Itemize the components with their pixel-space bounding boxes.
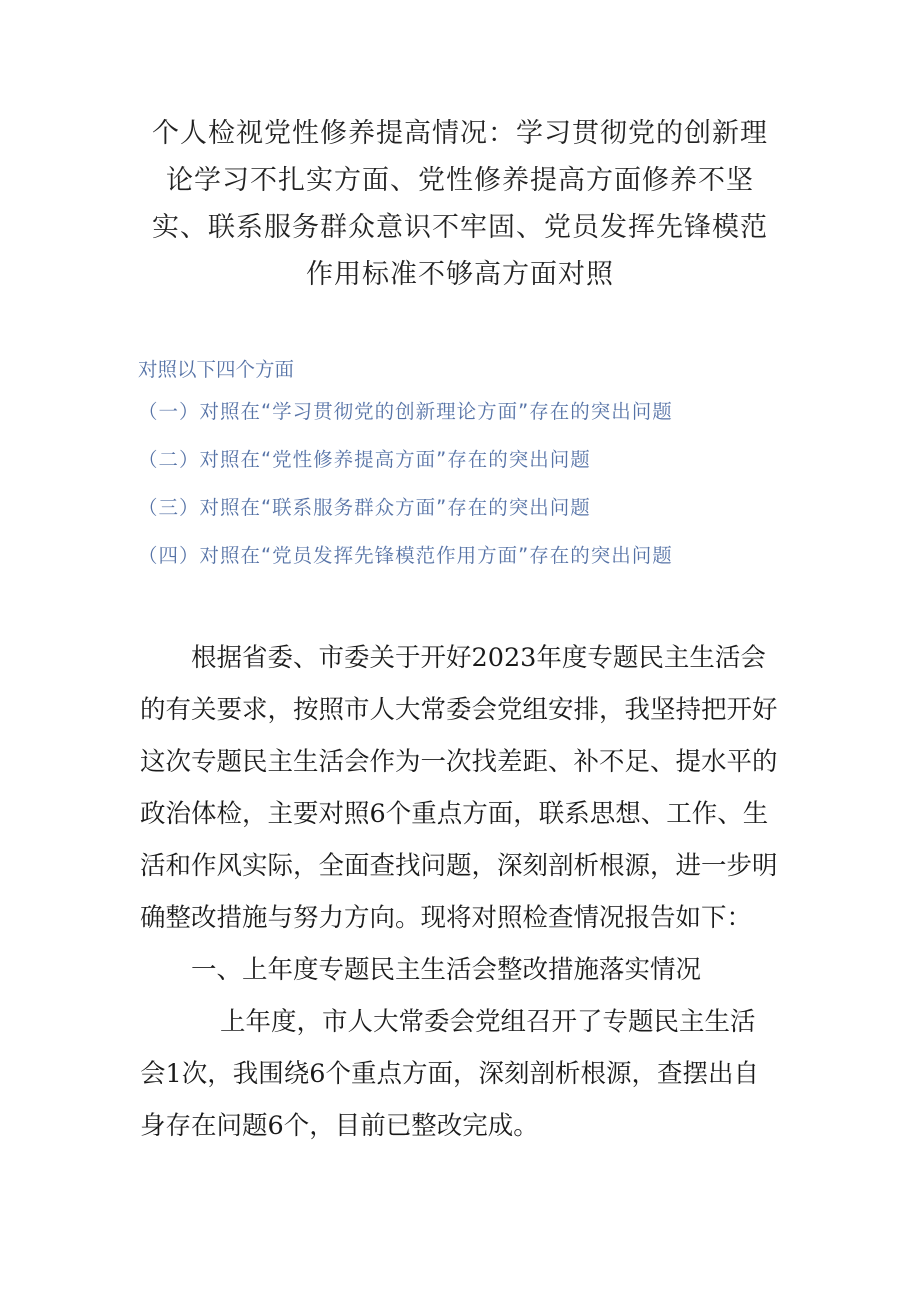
paragraph-line: 根据省委、市委关于开好2023年度专题民主生活会	[191, 643, 766, 673]
intro-paragraph	[140, 632, 785, 944]
paragraph-line: 会1次，我围绕6个重点方面，深刻剖析根源，查摆出自	[140, 1059, 759, 1089]
document-title	[140, 110, 780, 298]
toc-item-4[interactable]: （四）对照在“党员发挥先锋模范作用方面”存在的突出问题	[138, 544, 673, 567]
section-heading: 一、上年度专题民主生活会整改措施落实情况	[191, 955, 702, 985]
paragraph-line: 确整改措施与努力方向。现将对照检查情况报告如下：	[140, 903, 753, 933]
section-paragraph	[140, 996, 785, 1152]
paragraph-line: 这次专题民主生活会作为一次找差距、补不足、提水平的	[140, 747, 778, 777]
paragraph-line: 的有关要求，按照市人大常委会党组安排，我坚持把开好	[140, 695, 778, 725]
paragraph-line: 政治体检，主要对照6个重点方面，联系思想、工作、生	[140, 799, 769, 829]
document-body	[140, 632, 785, 1152]
title-line: 实、联系服务群众意识不牢固、党员发挥先锋模范	[152, 212, 768, 243]
table-of-contents	[138, 352, 808, 580]
paragraph-line: 上年度，市人大常委会党组召开了专题民主生活	[220, 1007, 756, 1037]
toc-heading: 对照以下四个方面	[138, 358, 295, 381]
paragraph-line: 活和作风实际，全面查找问题，深刻剖析根源，进一步明	[140, 851, 778, 881]
title-line: 个人检视党性修养提高情况：学习贯彻党的创新理	[152, 118, 768, 149]
toc-item-2[interactable]: （二）对照在“党性修养提高方面”存在的突出问题	[138, 448, 591, 471]
title-line: 作用标准不够高方面对照	[306, 259, 614, 290]
paragraph-line: 身存在问题6个，目前已整改完成。	[140, 1111, 539, 1141]
toc-item-3[interactable]: （三）对照在“联系服务群众方面”存在的突出问题	[138, 496, 591, 519]
title-line: 论学习不扎实方面、党性修养提高方面修养不坚	[166, 165, 754, 196]
toc-item-1[interactable]: （一）对照在“学习贯彻党的创新理论方面”存在的突出问题	[138, 400, 673, 423]
